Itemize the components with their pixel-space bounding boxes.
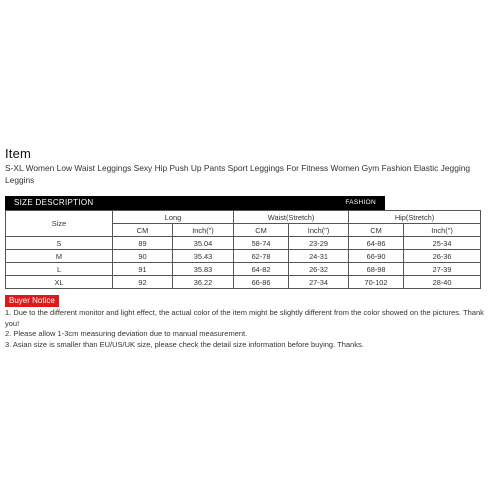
table-cell: 36.22 bbox=[173, 276, 234, 289]
table-cell: 64-86 bbox=[349, 237, 404, 250]
size-description-bar bbox=[5, 196, 385, 210]
table-cell: 91 bbox=[113, 263, 173, 276]
table-header-row-groups bbox=[6, 211, 481, 224]
table-cell: 35.43 bbox=[173, 250, 234, 263]
notice-item: 3. Asian size is smaller than EU/US/UK size, please check the detail size information before buying. Thanks. bbox=[5, 339, 364, 349]
unit-header: Inch(") bbox=[404, 224, 481, 237]
table-cell: 89 bbox=[113, 237, 173, 250]
group-header-waist: Waist(Stretch) bbox=[234, 211, 349, 224]
buyer-notice-list bbox=[5, 308, 493, 350]
table-cell: 70-102 bbox=[349, 276, 404, 289]
table-cell: 25-34 bbox=[404, 237, 481, 250]
buyer-notice-badge: Buyer Notice bbox=[5, 295, 59, 307]
size-description-label: SIZE DESCRIPTION bbox=[14, 198, 94, 207]
table-row bbox=[6, 250, 481, 263]
size-cell: XL bbox=[6, 276, 113, 289]
product-name: S-XL Women Low Waist Leggings Sexy Hip Push Up Pants Sport Leggings For Fitness Women Gym Fashion Elastic Jegging Leggins bbox=[5, 163, 471, 185]
table-cell: 35.04 bbox=[173, 237, 234, 250]
table-cell: 27-34 bbox=[289, 276, 349, 289]
table-row bbox=[6, 237, 481, 250]
notice-item: 1. Due to the different monitor and light effect, the actual color of the item might be slightly different from the color showed on the pictures. Thank you! bbox=[5, 308, 484, 328]
notice-item: 2. Please allow 1-3cm measuring deviation due to manual measurement. bbox=[5, 329, 248, 338]
table-cell: 24-31 bbox=[289, 250, 349, 263]
table-cell: 68-98 bbox=[349, 263, 404, 276]
table-cell: 58-74 bbox=[234, 237, 289, 250]
table-cell: 28-40 bbox=[404, 276, 481, 289]
table-row bbox=[6, 263, 481, 276]
unit-header: CM bbox=[234, 224, 289, 237]
table-cell: 23-29 bbox=[289, 237, 349, 250]
group-header-hip: Hip(Stretch) bbox=[349, 211, 481, 224]
table-cell: 64-82 bbox=[234, 263, 289, 276]
size-cell: M bbox=[6, 250, 113, 263]
unit-header: Inch(") bbox=[173, 224, 234, 237]
item-title: Item bbox=[5, 146, 32, 161]
size-cell: S bbox=[6, 237, 113, 250]
size-table bbox=[5, 210, 481, 289]
table-row bbox=[6, 276, 481, 289]
table-cell: 92 bbox=[113, 276, 173, 289]
table-cell: 90 bbox=[113, 250, 173, 263]
table-cell: 35.83 bbox=[173, 263, 234, 276]
group-header-long: Long bbox=[113, 211, 234, 224]
unit-header: Inch(") bbox=[289, 224, 349, 237]
table-cell: 66-86 bbox=[234, 276, 289, 289]
size-header-cell: Size bbox=[6, 211, 113, 237]
table-cell: 66-90 bbox=[349, 250, 404, 263]
unit-header: CM bbox=[113, 224, 173, 237]
table-cell: 26-36 bbox=[404, 250, 481, 263]
table-cell: 27-39 bbox=[404, 263, 481, 276]
size-cell: L bbox=[6, 263, 113, 276]
fashion-tag: FASHION bbox=[345, 199, 376, 206]
unit-header: CM bbox=[349, 224, 404, 237]
table-cell: 62-78 bbox=[234, 250, 289, 263]
table-cell: 26-32 bbox=[289, 263, 349, 276]
